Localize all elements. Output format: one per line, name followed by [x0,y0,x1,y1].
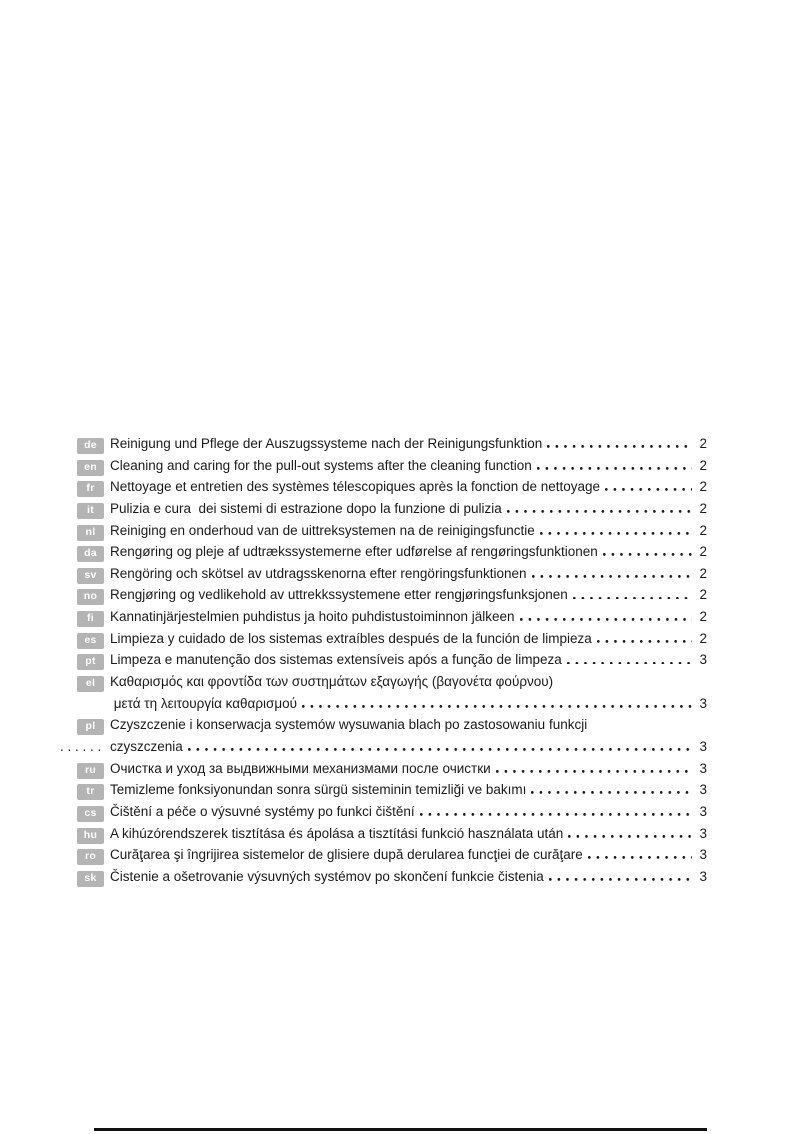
dot-leader [537,466,692,470]
entry-title: Reinigung und Pflege der Auszugssysteme nach der Reinigungsfunktion [110,436,543,451]
dot-leader [567,660,692,664]
dot-leader [420,812,692,816]
language-badge: en [77,460,104,476]
dot-leader [588,855,692,859]
badge-column [60,649,110,671]
toc-entry [60,693,707,715]
language-badge: el [77,676,104,692]
badge-column [60,606,110,628]
language-badge: fr [77,481,104,497]
entry-title: Rengjøring og vedlikehold av uttrekkssystemene etter rengjøringsfunksjonen [110,587,568,603]
toc-entry [60,563,707,585]
dot-leader [605,487,692,491]
badge-column [60,866,110,888]
page-number: 2 [699,565,707,581]
page-number: 2 [699,479,707,495]
dot-leader [532,574,692,578]
badge-column [60,520,110,542]
entry-title: Pulizia e cura dei sistemi di estrazione dopo la funzione di pulizia [110,500,502,516]
badge-column [60,476,110,498]
dot-leader [496,769,692,773]
dot-leader [302,704,692,708]
page-number: 3 [699,868,707,884]
entry-title: Limpieza y cuidado de los sistemas extraíbles después de la función de limpieza [110,630,592,646]
page-number: 2 [699,436,707,451]
entry-title: Limpeza e manutenção dos sistemas extensíveis após a função de limpeza [110,652,562,668]
dot-leader [603,552,692,556]
language-badge: de [77,438,104,454]
page-number: 2 [699,609,707,625]
dot-leader [540,531,692,535]
language-badge: sv [77,568,104,584]
entry-title: Cleaning and caring for the pull-out systems after the cleaning function [110,457,532,473]
dot-leader [520,617,692,621]
page-number: 2 [699,587,707,603]
language-badge: fi [77,611,104,627]
entry-title: μετά τη λειτουργία καθαρισμού [110,695,298,711]
toc-entry [60,671,707,693]
entry-title: Čistenie a ošetrovanie výsuvných systémov po skončení funkcie čistenia [110,868,544,884]
badge-column [60,671,110,693]
badge-column [60,433,110,455]
toc-entry [60,736,707,758]
language-badge: sk [77,871,104,887]
dot-leader [507,509,692,513]
language-badge: ru [77,763,104,779]
page-bottom-rule [94,1128,707,1131]
entry-title: Καθαρισμός και φροντίδα των συστημάτων εξαγωγής (βαγονέτα φούρνου) [110,674,554,690]
page-number: 2 [699,544,707,560]
entry-title: Temizleme fonksiyonundan sonra sürgü sisteminin temizliği ve bakımı [110,782,527,798]
page-number: 3 [699,825,707,841]
language-badge: nl [77,525,104,541]
leader-prefix-dots: . . . . . . [60,738,102,754]
page-number: 3 [699,847,707,863]
toc-entry [60,433,707,455]
toc-entry [60,455,707,477]
toc-entry [60,476,707,498]
toc-entry [60,714,707,736]
page-number: 2 [699,522,707,538]
badge-column [60,563,110,585]
entry-title: Rengøring og pleje af udtrækssystemerne efter udførelse af rengøringsfunktionen [110,544,598,560]
toc-entry [60,758,707,780]
page-number: 3 [699,803,707,819]
entry-title: Kannatinjärjestelmien puhdistus ja hoito puhdistustoiminnon jälkeen [110,609,515,625]
toc-entry [60,584,707,606]
language-badge: da [77,546,104,562]
badge-column [60,584,110,606]
language-badge: pl [77,719,104,735]
dot-leader [597,639,692,643]
dot-leader [568,834,692,838]
badge-column [60,779,110,801]
toc-entry [60,541,707,563]
toc-entry [60,844,707,866]
entry-title: czyszczenia [110,738,183,754]
dot-leader [188,747,692,751]
toc-entry [60,823,707,845]
toc-entry [60,866,707,888]
entry-title: Curăţarea şi îngrijirea sistemelor de glisiere după derularea funcţiei de curăţare [110,847,583,863]
toc-entry [60,606,707,628]
badge-column [60,801,110,823]
language-badge: ro [77,849,104,865]
dot-leader [573,595,692,599]
dot-leader [547,444,692,448]
entry-title: Nettoyage et entretien des systèmes télescopiques après la fonction de nettoyage [110,479,601,495]
table-of-contents [60,433,707,887]
page-number: 3 [699,695,707,711]
badge-column [60,844,110,866]
page-number: 2 [699,630,707,646]
entry-title: Rengöring och skötsel av utdragsskenorna efter rengöringsfunktionen [110,565,527,581]
page-number: 2 [699,500,707,516]
language-badge: no [77,589,104,605]
language-badge: hu [77,828,104,844]
language-badge: cs [77,806,104,822]
badge-column [60,498,110,520]
language-badge: pt [77,654,104,670]
language-badge: es [77,633,104,649]
entry-title: A kihúzórendszerek tisztítása és ápolása a tisztítási funkció használata után [110,825,564,841]
badge-column [60,628,110,650]
dot-leader [531,790,692,794]
language-badge: it [77,503,104,519]
badge-column [60,455,110,477]
toc-entry [60,628,707,650]
toc-entry [60,801,707,823]
badge-column [60,823,110,845]
badge-column [60,541,110,563]
page-number: 3 [699,782,707,798]
dot-leader [549,877,692,881]
badge-column [60,758,110,780]
page-number: 3 [699,652,707,668]
badge-column [60,714,110,736]
entry-title: Czyszczenie i konserwacja systemów wysuwania blach po zastosowaniu funkcji [110,717,588,733]
toc-entry [60,498,707,520]
entry-title: Очистка и уход за выдвижными механизмами после очистки [110,760,491,776]
entry-title: Čištění a péče o výsuvné systémy po funkci čištění [110,803,415,819]
page-number: 2 [699,457,707,473]
page-number: 3 [699,760,707,776]
toc-entry [60,520,707,542]
toc-entry [60,779,707,801]
entry-title: Reiniging en onderhoud van de uittreksystemen na de reinigingsfunctie [110,522,535,538]
toc-entry [60,649,707,671]
language-badge: tr [77,784,104,800]
page-number: 3 [699,738,707,754]
